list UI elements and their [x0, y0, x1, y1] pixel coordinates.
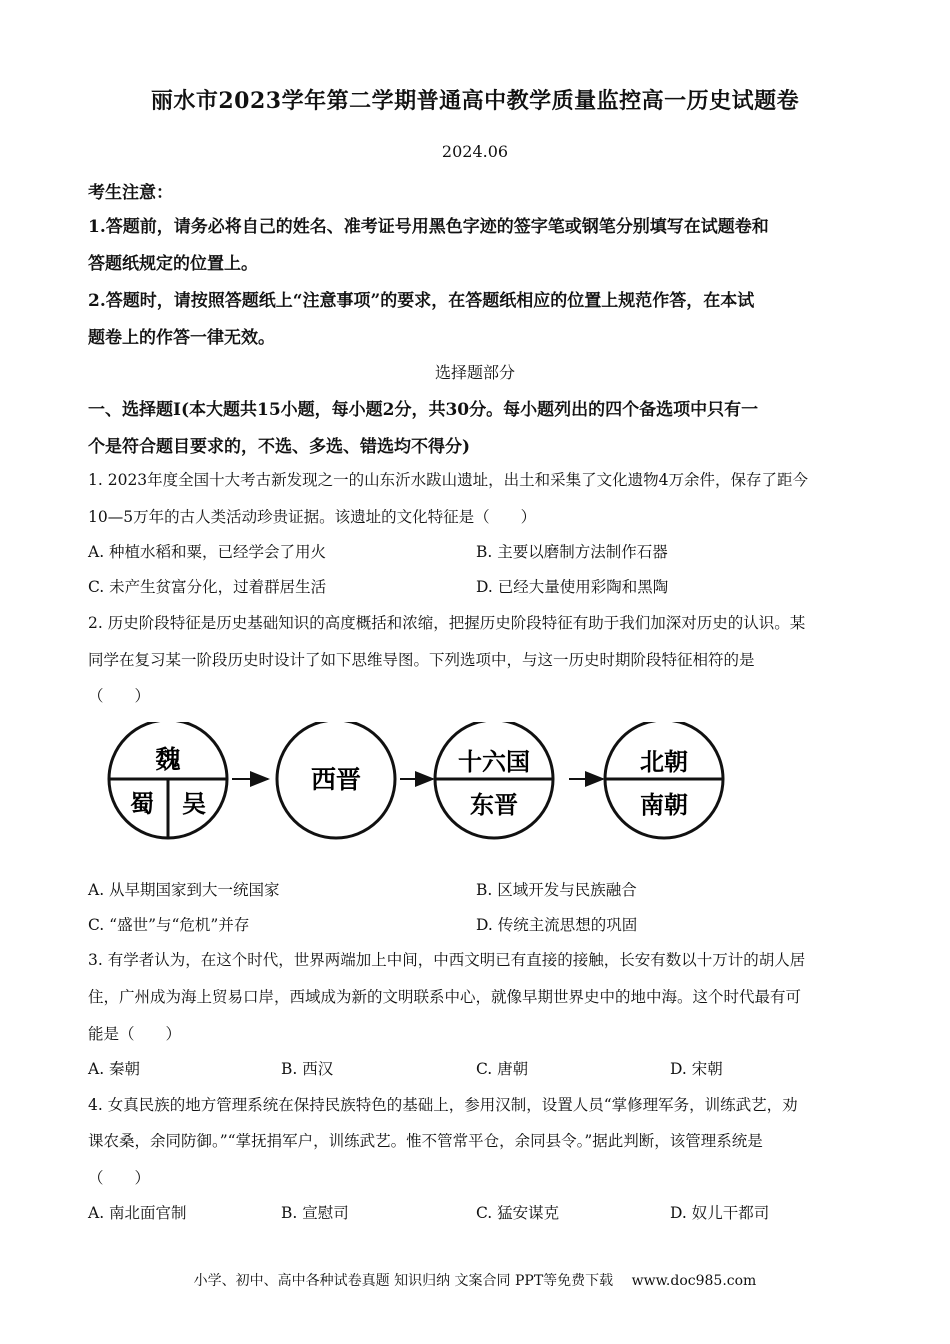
q3-option-a: A. 秦朝	[88, 1060, 141, 1078]
q1-option-b: B. 主要以磨制方法制作石器	[476, 543, 668, 561]
q4-stem-line-3: （ ）	[88, 1169, 151, 1187]
mind-map-diagram	[0, 722, 950, 842]
notice-item-2-line-1: 2.答题时，请按照答题纸上“注意事项”的要求，在答题纸相应的位置上规范作答，在本试	[88, 291, 755, 311]
diagram-label-western-jin: 西晋	[310, 765, 362, 794]
q2-option-d: D. 传统主流思想的巩固	[476, 916, 638, 934]
q1-option-d: D. 已经大量使用彩陶和黑陶	[476, 578, 669, 596]
q3-option-c: C. 唐朝	[476, 1060, 529, 1078]
q1-option-c: C. 未产生贫富分化，过着群居生活	[88, 578, 327, 596]
diagram-label-wu: 吴	[182, 790, 206, 818]
section-title: 选择题部分	[434, 363, 515, 382]
q3-option-d: D. 宋朝	[670, 1060, 723, 1078]
exam-title: 丽水市2023学年第二学期普通高中教学质量监控高一历史试题卷	[150, 88, 800, 114]
q3-stem-line-1: 3. 有学者认为，在这个时代，世界两端加上中间，中西文明已有直接的接触，长安有数以十万计的胡人居	[88, 951, 806, 969]
q4-option-c: C. 猛安谋克	[476, 1204, 560, 1222]
diagram-node-northern-southern-dynasties	[605, 722, 723, 838]
q3-stem-line-2: 住，广州成为海上贸易口岸，西域成为新的文明联系中心，就像早期世界史中的地中海。这个时代最有可	[88, 988, 802, 1006]
q1-stem-line-2: 10—5万年的古人类活动珍贵证据。该遗址的文化特征是（ ）	[88, 508, 537, 526]
q2-option-c: C. “盛世”与“危机”并存	[88, 916, 250, 934]
diagram-label-shu: 蜀	[130, 790, 154, 818]
exam-date: 2024.06	[441, 142, 509, 161]
part-instruction-line-1: 一、选择题Ⅰ(本大题共15小题，每小题2分，共30分。每小题列出的四个备选项中只有一	[88, 400, 759, 420]
notice-heading: 考生注意：	[88, 183, 173, 203]
q4-option-b: B. 宣慰司	[281, 1204, 349, 1222]
q2-stem-line-3: （ ）	[88, 687, 151, 705]
notice-item-1-line-2: 答题纸规定的位置上。	[88, 254, 258, 274]
q3-stem-line-3: 能是（ ）	[88, 1025, 182, 1043]
q3-option-b: B. 西汉	[281, 1060, 334, 1078]
q4-stem-line-1: 4. 女真民族的地方管理系统在保持民族特色的基础上，参用汉制，设置人员“掌修理军务，训练武艺，劝	[88, 1096, 798, 1114]
notice-item-2-line-2: 题卷上的作答一律无效。	[88, 328, 275, 348]
notice-item-1-line-1: 1.答题前，请务必将自己的姓名、准考证号用黑色字迹的签字笔或钢笔分别填写在试题卷和	[88, 217, 769, 237]
diagram-node-sixteen-kingdoms	[435, 722, 553, 838]
diagram-node-western-jin	[277, 722, 395, 838]
q4-option-d: D. 奴儿干都司	[670, 1204, 770, 1222]
diagram-label-eastern-jin: 东晋	[470, 791, 518, 819]
q4-option-a: A. 南北面官制	[88, 1204, 187, 1222]
q1-stem-line-1: 1. 2023年度全国十大考古新发现之一的山东沂水跋山遗址，出土和采集了文化遗物4万余件，保存了距今	[88, 471, 809, 489]
part-instruction-line-2: 个是符合题目要求的，不选、多选、错选均不得分)	[88, 437, 471, 457]
page-footer: 小学、初中、高中各种试卷真题 知识归纳 文案合同 PPT等免费下载 www.doc985.com	[193, 1273, 757, 1289]
q2-stem-line-1: 2. 历史阶段特征是历史基础知识的高度概括和浓缩，把握历史阶段特征有助于我们加深对历史的认识。某	[88, 614, 806, 632]
q2-stem-line-2: 同学在复习某一阶段历史时设计了如下思维导图。下列选项中，与这一历史时期阶段特征相符的是	[88, 651, 755, 669]
diagram-node-three-kingdoms	[109, 722, 227, 838]
diagram-label-southern-dynasties: 南朝	[640, 791, 688, 819]
q2-option-b: B. 区域开发与民族融合	[476, 881, 637, 899]
diagram-label-wei: 魏	[155, 745, 181, 774]
diagram-label-northern-dynasties: 北朝	[640, 748, 688, 776]
q4-stem-line-2: 课农桑，余同防御。”“掌抚捐军户，训练武艺。惟不管常平仓，余同县令。”据此判断，该管理系统是	[88, 1132, 763, 1150]
q1-option-a: A. 种植水稻和粟，已经学会了用火	[88, 543, 327, 561]
diagram-label-sixteen-kingdoms: 十六国	[458, 748, 530, 776]
q2-option-a: A. 从早期国家到大一统国家	[88, 881, 280, 899]
